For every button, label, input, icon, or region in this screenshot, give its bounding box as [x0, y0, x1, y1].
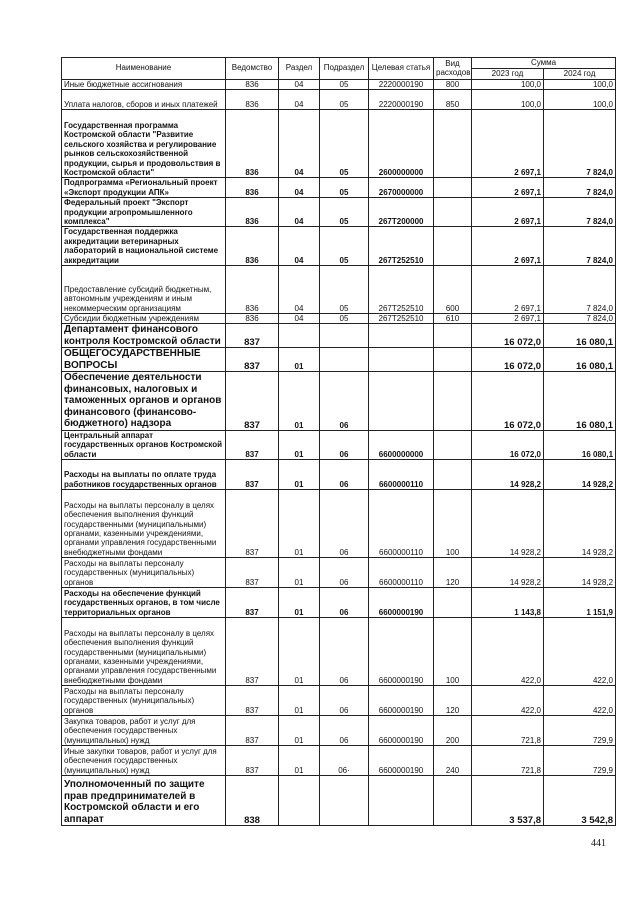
row-target-article: 6600000000: [369, 430, 434, 459]
row-expense-type: [434, 178, 472, 198]
row-target-article: 6600000190: [369, 588, 434, 618]
table-row: [62, 372, 616, 431]
row-sum-2024: 7 824,0: [544, 198, 616, 227]
header-name: Наименование: [62, 58, 226, 80]
row-name: Государственная программа Костромской области "Развитие сельского хозяйства и регулирование рынков сельскохозяйственной продукции, сырья и продовольствия в Костромской области": [62, 110, 226, 178]
row-sum-2023: 14 928,2: [472, 460, 544, 490]
row-name: Закупка товаров, работ и услуг для обеспечения государственных (муниципальных) нужд: [62, 716, 226, 746]
row-podrazdel: 06: [320, 460, 369, 490]
row-expense-type: [434, 198, 472, 227]
row-sum-2023: 2 697,1: [472, 110, 544, 178]
table-row: [62, 198, 616, 227]
row-sum-2024: 16 080,1: [544, 348, 616, 372]
row-podrazdel: 06: [320, 716, 369, 746]
row-name: Государственная поддержка аккредитации ветеринарных лабораторий в национальной системе аккредитации: [62, 227, 226, 266]
row-razdel: 04: [279, 90, 320, 110]
row-name: Иные бюджетные ассигнования: [62, 80, 226, 90]
row-expense-type: 120: [434, 686, 472, 716]
row-sum-2023: 2 697,1: [472, 178, 544, 198]
row-expense-type: 200: [434, 716, 472, 746]
row-podrazdel: 06: [320, 686, 369, 716]
row-razdel: 01: [279, 618, 320, 686]
header-sum: Сумма: [472, 58, 616, 69]
row-name: Расходы на выплаты персоналу государственных (муниципальных) органов: [62, 558, 226, 588]
row-name: Департамент финансового контроля Костромской области: [62, 324, 226, 348]
row-podrazdel: 06: [320, 558, 369, 588]
row-name: Обеспечение деятельности финансовых, налоговых и таможенных органов и органов финансового (финансово-бюджетного) надзора: [62, 372, 226, 431]
row-sum-2024: 7 824,0: [544, 178, 616, 198]
row-sum-2024: 100,0: [544, 80, 616, 90]
row-sum-2024: 14 928,2: [544, 460, 616, 490]
row-expense-type: [434, 110, 472, 178]
row-expense-type: [434, 372, 472, 431]
row-razdel: 01: [279, 716, 320, 746]
row-podrazdel: 05: [320, 178, 369, 198]
row-podrazdel: [320, 348, 369, 372]
row-razdel: 01: [279, 746, 320, 776]
row-podrazdel: [320, 776, 369, 826]
row-sum-2024: 7 824,0: [544, 314, 616, 324]
table-row: [62, 110, 616, 178]
row-target-article: 6600000110: [369, 460, 434, 490]
table-row: [62, 776, 616, 826]
row-ved: 836: [226, 314, 279, 324]
row-sum-2024: 3 542,8: [544, 776, 616, 826]
table-row: [62, 460, 616, 490]
row-ved: 836: [226, 110, 279, 178]
row-razdel: 01: [279, 558, 320, 588]
row-expense-type: 850: [434, 90, 472, 110]
row-target-article: [369, 324, 434, 348]
header-ved: Ведомство: [226, 58, 279, 80]
row-podrazdel: 06: [320, 490, 369, 558]
header-target-article: Целевая статья: [369, 58, 434, 80]
row-sum-2023: 422,0: [472, 686, 544, 716]
row-podrazdel: 05: [320, 90, 369, 110]
row-podrazdel: 05: [320, 198, 369, 227]
row-expense-type: [434, 324, 472, 348]
row-sum-2023: 16 072,0: [472, 372, 544, 431]
row-sum-2023: 100,0: [472, 80, 544, 90]
row-expense-type: 120: [434, 558, 472, 588]
row-sum-2024: 7 824,0: [544, 110, 616, 178]
budget-table: [61, 57, 616, 826]
row-expense-type: [434, 348, 472, 372]
row-target-article: [369, 776, 434, 826]
row-ved: 838: [226, 776, 279, 826]
row-razdel: 01: [279, 348, 320, 372]
table-row: [62, 178, 616, 198]
row-razdel: 01: [279, 372, 320, 431]
table-row: [62, 314, 616, 324]
page-number: 441: [591, 838, 606, 849]
row-expense-type: 800: [434, 80, 472, 90]
row-sum-2023: 14 928,2: [472, 490, 544, 558]
row-razdel: 04: [279, 314, 320, 324]
row-sum-2023: 100,0: [472, 90, 544, 110]
table-row: [62, 227, 616, 266]
row-target-article: 2220000190: [369, 90, 434, 110]
row-sum-2024: 729,9: [544, 746, 616, 776]
row-ved: 836: [226, 90, 279, 110]
row-ved: 836: [226, 80, 279, 90]
row-expense-type: [434, 227, 472, 266]
row-target-article: 6600000110: [369, 490, 434, 558]
row-sum-2023: 2 697,1: [472, 198, 544, 227]
row-ved: 837: [226, 348, 279, 372]
table-row: [62, 490, 616, 558]
table-row: [62, 558, 616, 588]
row-razdel: 04: [279, 80, 320, 90]
table-row: [62, 266, 616, 314]
row-expense-type: 100: [434, 618, 472, 686]
row-sum-2024: 14 928,2: [544, 558, 616, 588]
table-row: [62, 686, 616, 716]
row-razdel: 01: [279, 430, 320, 459]
row-sum-2023: 721,8: [472, 746, 544, 776]
row-razdel: 04: [279, 266, 320, 314]
row-razdel: 04: [279, 178, 320, 198]
row-target-article: 6600000190: [369, 618, 434, 686]
row-podrazdel: 06: [320, 372, 369, 431]
row-sum-2024: 422,0: [544, 686, 616, 716]
header-expense-type: Вид расходов: [434, 58, 472, 80]
row-sum-2024: 14 928,2: [544, 490, 616, 558]
table-row: [62, 90, 616, 110]
row-name: Центральный аппарат государственных органов Костромской области: [62, 430, 226, 459]
row-ved: 837: [226, 558, 279, 588]
table-row: [62, 348, 616, 372]
row-target-article: 6600000190: [369, 746, 434, 776]
row-sum-2023: 1 143,8: [472, 588, 544, 618]
row-sum-2023: 422,0: [472, 618, 544, 686]
row-ved: 837: [226, 430, 279, 459]
row-target-article: [369, 348, 434, 372]
row-razdel: 01: [279, 460, 320, 490]
row-ved: 837: [226, 460, 279, 490]
row-sum-2024: 100,0: [544, 90, 616, 110]
row-ved: 837: [226, 372, 279, 431]
row-podrazdel: 06: [320, 588, 369, 618]
table-row: [62, 716, 616, 746]
row-sum-2023: 16 072,0: [472, 324, 544, 348]
row-razdel: 01: [279, 588, 320, 618]
row-podrazdel: [320, 324, 369, 348]
row-target-article: 2220000190: [369, 80, 434, 90]
row-sum-2023: 16 072,0: [472, 348, 544, 372]
header-podrazdel: Подраздел: [320, 58, 369, 80]
row-name: Субсидии бюджетным учреждениям: [62, 314, 226, 324]
row-name: Расходы на выплаты персоналу в целях обеспечения выполнения функций государственными (муниципальными) органами, казенными учреждениями, органами управления государственными внебюджетными фондами: [62, 490, 226, 558]
row-name: Иные закупки товаров, работ и услуг для обеспечения государственных (муниципальных) нужд: [62, 746, 226, 776]
row-ved: 836: [226, 266, 279, 314]
row-razdel: [279, 324, 320, 348]
row-target-article: 267Т200000: [369, 198, 434, 227]
row-expense-type: [434, 776, 472, 826]
row-sum-2024: 1 151,9: [544, 588, 616, 618]
row-expense-type: 600: [434, 266, 472, 314]
row-name: Расходы на выплаты по оплате труда работников государственных органов: [62, 460, 226, 490]
row-target-article: 6600000110: [369, 558, 434, 588]
row-podrazdel: 05: [320, 314, 369, 324]
row-name: Расходы на выплаты персоналу в целях обеспечения выполнения функций государственными (муниципальными) органами, казенными учреждениями, органами управления государственными внебюджетными фондами: [62, 618, 226, 686]
header-razdel: Раздел: [279, 58, 320, 80]
row-razdel: 01: [279, 686, 320, 716]
row-sum-2024: 422,0: [544, 618, 616, 686]
row-ved: 836: [226, 178, 279, 198]
row-sum-2023: 2 697,1: [472, 266, 544, 314]
row-target-article: 2600000000: [369, 110, 434, 178]
row-name: Федеральный проект "Экспорт продукции агропромышленного комплекса": [62, 198, 226, 227]
row-podrazdel: 05: [320, 80, 369, 90]
table-row: [62, 618, 616, 686]
row-razdel: 04: [279, 227, 320, 266]
row-name: Предоставление субсидий бюджетным, автономным учреждениям и иным некоммерческим организациям: [62, 266, 226, 314]
row-ved: 837: [226, 746, 279, 776]
row-name: Подпрограмма «Региональный проект «Экспорт продукции АПК»: [62, 178, 226, 198]
row-ved: 837: [226, 618, 279, 686]
row-sum-2023: 3 537,8: [472, 776, 544, 826]
row-sum-2024: 16 080,1: [544, 430, 616, 459]
row-podrazdel: 05: [320, 110, 369, 178]
row-expense-type: 610: [434, 314, 472, 324]
row-name: Уполномоченный по защите прав предпринимателей в Костромской области и его аппарат: [62, 776, 226, 826]
row-name: Расходы на обеспечение функций государственных органов, в том числе территориальных органов: [62, 588, 226, 618]
row-razdel: 04: [279, 110, 320, 178]
header-year-2024: 2024 год: [544, 69, 616, 80]
row-ved: 836: [226, 227, 279, 266]
row-ved: 836: [226, 198, 279, 227]
row-expense-type: [434, 460, 472, 490]
row-sum-2024: 7 824,0: [544, 227, 616, 266]
row-name: ОБЩЕГОСУДАРСТВЕННЫЕ ВОПРОСЫ: [62, 348, 226, 372]
row-podrazdel: 05: [320, 227, 369, 266]
row-expense-type: [434, 588, 472, 618]
row-sum-2023: 721,8: [472, 716, 544, 746]
row-sum-2023: 14 928,2: [472, 558, 544, 588]
row-podrazdel: 05: [320, 266, 369, 314]
row-ved: 837: [226, 716, 279, 746]
row-target-article: 267Т252510: [369, 266, 434, 314]
row-sum-2023: 2 697,1: [472, 314, 544, 324]
row-ved: 837: [226, 686, 279, 716]
row-expense-type: 100: [434, 490, 472, 558]
row-razdel: 04: [279, 198, 320, 227]
row-expense-type: [434, 430, 472, 459]
header-year-2023: 2023 год: [472, 69, 544, 80]
row-razdel: 01: [279, 490, 320, 558]
table-row: [62, 746, 616, 776]
table-header: [62, 58, 616, 80]
row-sum-2024: 16 080,1: [544, 324, 616, 348]
row-ved: 837: [226, 588, 279, 618]
row-sum-2023: 16 072,0: [472, 430, 544, 459]
row-target-article: 6600000190: [369, 716, 434, 746]
table-row: [62, 588, 616, 618]
row-expense-type: 240: [434, 746, 472, 776]
row-podrazdel: 06·: [320, 746, 369, 776]
table-body: [62, 80, 616, 826]
table-row: [62, 80, 616, 90]
row-razdel: [279, 776, 320, 826]
row-sum-2024: 16 080,1: [544, 372, 616, 431]
row-target-article: 267Т252510: [369, 227, 434, 266]
row-sum-2023: 2 697,1: [472, 227, 544, 266]
row-ved: 837: [226, 490, 279, 558]
row-name: Уплата налогов, сборов и иных платежей: [62, 90, 226, 110]
row-ved: 837: [226, 324, 279, 348]
row-target-article: 267Т252510: [369, 314, 434, 324]
table-row: [62, 430, 616, 459]
row-target-article: 6600000190: [369, 686, 434, 716]
row-target-article: [369, 372, 434, 431]
row-podrazdel: 06: [320, 430, 369, 459]
row-sum-2024: 7 824,0: [544, 266, 616, 314]
row-sum-2024: 729,9: [544, 716, 616, 746]
row-name: Расходы на выплаты персоналу государственных (муниципальных) органов: [62, 686, 226, 716]
table-row: [62, 324, 616, 348]
row-target-article: 2670000000: [369, 178, 434, 198]
row-podrazdel: 06: [320, 618, 369, 686]
